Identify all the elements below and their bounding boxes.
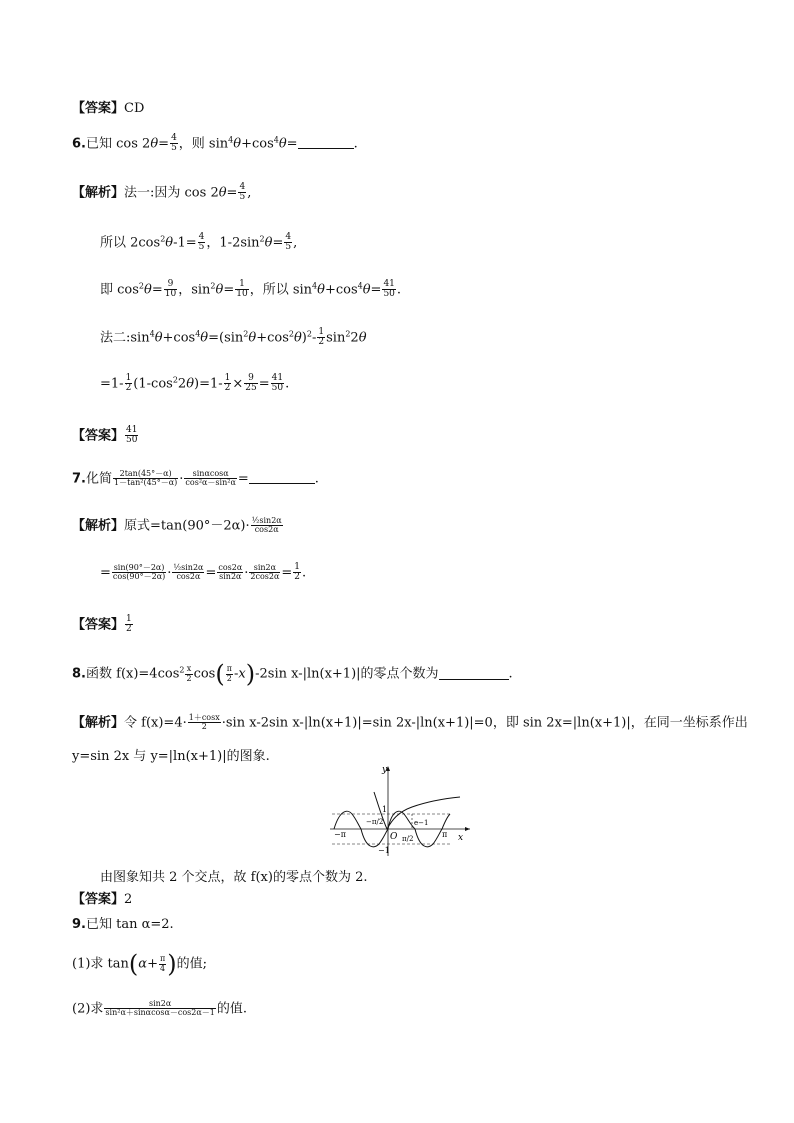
question-number: 9 [72,917,82,932]
tick-e-minus-1: e−1 [414,819,429,827]
answer-label: 【答案】 [72,617,125,633]
analysis-6-line-4: 法二$:\sin^4\theta+\cos^4\theta=(\sin^2\theta+\cos^2\theta)^2-$ $\frac{1}{2}$ $\sin^22\theta$ [100,327,367,348]
question-text: 的值; [176,956,207,972]
analysis-text: =1- [100,376,124,392]
question-9: 9.已知 tan α=2. [72,917,174,932]
question-text: (1)求 tan [72,956,129,972]
question-text: +cos [241,136,274,152]
question-text: (2)求 [72,1001,104,1017]
answer-blank [439,667,509,680]
analysis-text: 即 cos [100,282,139,298]
question-text: 函数 f(x)=4cos [86,666,180,682]
analysis-6-line-5: =1- $\frac{1}{2}$ $(1-\cos^22\theta)=1-$ $\frac{1}{2}$ × $\frac{9}{25}$ = $\frac{41}{50}$ . [100,373,290,394]
question-text: 已知 tan α=2. [86,917,174,932]
analysis-6-line-2: 所以 $2\cos^2\theta-1=$ $\frac{4}{5}$ ，$1-2\sin^2\theta=$ $\frac{4}{5}$ , [100,232,298,253]
tick-neg-half-pi: −π/2 [366,818,384,826]
answer-value: $\frac{41}{50}$ [126,425,138,446]
question-9-part-2: (2)求 $\frac{\sin 2\alpha}{\text{sin²α＋sinαcosα－cos2α－1}}$ 的值. [72,999,247,1018]
analysis-text: -1= [173,235,197,251]
answer-label: 【答案】 [72,892,125,907]
analysis-text: ) [301,330,307,346]
analysis-6-line-1: 【解析】法一:因为 cos 2θ= $\frac{4}{5}$ , [72,182,252,203]
answer-8 [72,893,132,906]
analysis-text: 令 f(x)=4· [124,715,187,731]
analysis-7-line-1: 【解析】原式=tan(90°－2α)· $\frac{\text{½sin2α}}{\cos 2\alpha}$ [72,516,282,535]
question-text: 已知 cos 2 [86,136,151,152]
answer-7 [72,615,134,635]
fraction: $\frac{4}{5}$ [171,133,177,154]
question-text: ，则 sin [178,136,229,152]
analysis-text: 所以 2cos [100,235,161,251]
question-6: 6.已知 cos 2θ= $\frac{4}{5}$ ，则 $\sin^4\theta+\cos^4\theta=$ . [72,133,358,154]
question-7: 7.化简 $\frac{2\tan(45^\circ-\alpha)}{\text{1－tan²(45°－α)}}$ · $\frac{\sin\alpha\cos\alpha}{\text{cos²α－sin²α}}$ = . [72,469,319,488]
question-text: -2sin x-|ln(x+1)|的零点个数为 [255,666,439,682]
function-graph [326,762,474,858]
analysis-text: ，所以 sin [249,282,313,298]
analysis-7-line-2: = $\frac{\sin(90^\circ-2\alpha)}{\cos(90^\circ-2\alpha)}$ · $\frac{\text{½sin2α}}{\cos 2\alpha}$ = $\frac{\cos 2\alpha}{\sin 2\alpha}$ · $\frac{\sin 2\alpha}{2\cos 2\alpha}$ = $\frac{1}{2}$ . [100,562,307,583]
answer-6 [72,426,139,446]
question-text: cos [193,666,216,682]
question-text: 化简 [86,471,113,487]
question-number: 7 [72,471,82,487]
answer-label: 【答案】 [72,428,125,444]
question-9-part-1: (1)求 tan(α+ $\frac{\pi}{4}$ )的值; [72,950,207,978]
analysis-text: )=1- [194,376,223,392]
analysis-text: =(sin [208,330,244,346]
analysis-8-line-3: 由图象知共 2 个交点，故 f(x)的零点个数为 2. [100,870,368,885]
analysis-text: ·sin x-2sin x-|ln(x+1)|=sin 2x-|ln(x+1)|=0，即 sin 2x=|ln(x+1)|，在同一坐标系作出 [221,715,748,731]
analysis-text: sin [326,330,346,346]
tick-pi: π [442,830,448,839]
answer-blank [298,136,354,149]
analysis-label: 【解析】 [72,715,125,731]
origin-label: O [390,832,398,842]
analysis-text: 法一:因为 cos 2 [124,185,219,201]
analysis-text: × [232,376,244,392]
x-axis-label: x [458,833,464,843]
question-text: = [237,471,249,487]
question-text: = [286,136,298,152]
question-8: 8.函数 $f(x)=4\cos^2$ $\frac{x}{2}$ cos( $\frac{\pi}{2}$ -x)-2sin x-|ln(x+1)|的零点个数为 . [72,660,513,688]
answer-5 [72,102,144,115]
tick-neg-one: −1 [378,846,390,855]
analysis-text: ，1-2sin [206,235,260,251]
question-number: 8 [72,666,82,682]
y-axis-label: y [382,765,388,775]
answer-label: 【答案】 [72,101,125,116]
analysis-6-line-3: 即 $\cos^2\theta=$ $\frac{9}{10}$ ，$\sin^2\theta=$ $\frac{1}{10}$ ，所以 $\sin^4\theta+\cos^4\theta=$ $\frac{41}{50}$ . [100,279,402,300]
analysis-8-line-1: 【解析】令 f(x)=4· $\frac{1+\cos x}{2}$ ·sin x-2sin x-|ln(x+1)|=sin 2x-|ln(x+1)|=0，即 sin 2x=|ln(x+1)|，在同一坐标系作出 [72,713,748,732]
analysis-text: ，sin [178,282,211,298]
answer-value: $\frac{1}{2}$ [126,614,132,635]
analysis-8-line-2: y=sin 2x 与 y=|ln(x+1)|的图象. [72,749,270,764]
question-number: 6 [72,136,82,152]
answer-value: CD [124,101,145,116]
tick-half-pi: π/2 [402,835,414,843]
analysis-text: (1-cos [133,376,173,392]
x-axis-arrow-icon [465,827,470,831]
analysis-text: 原式=tan(90°－2α)· [124,518,250,534]
analysis-text: 法二:sin [100,330,150,346]
tick-one: 1 [382,805,388,814]
tick-neg-pi: −π [334,830,346,839]
answer-value: 2 [124,892,133,907]
question-text: 的值. [216,1001,247,1017]
answer-blank [249,471,315,484]
analysis-label: 【解析】 [72,185,125,201]
analysis-label: 【解析】 [72,518,125,534]
